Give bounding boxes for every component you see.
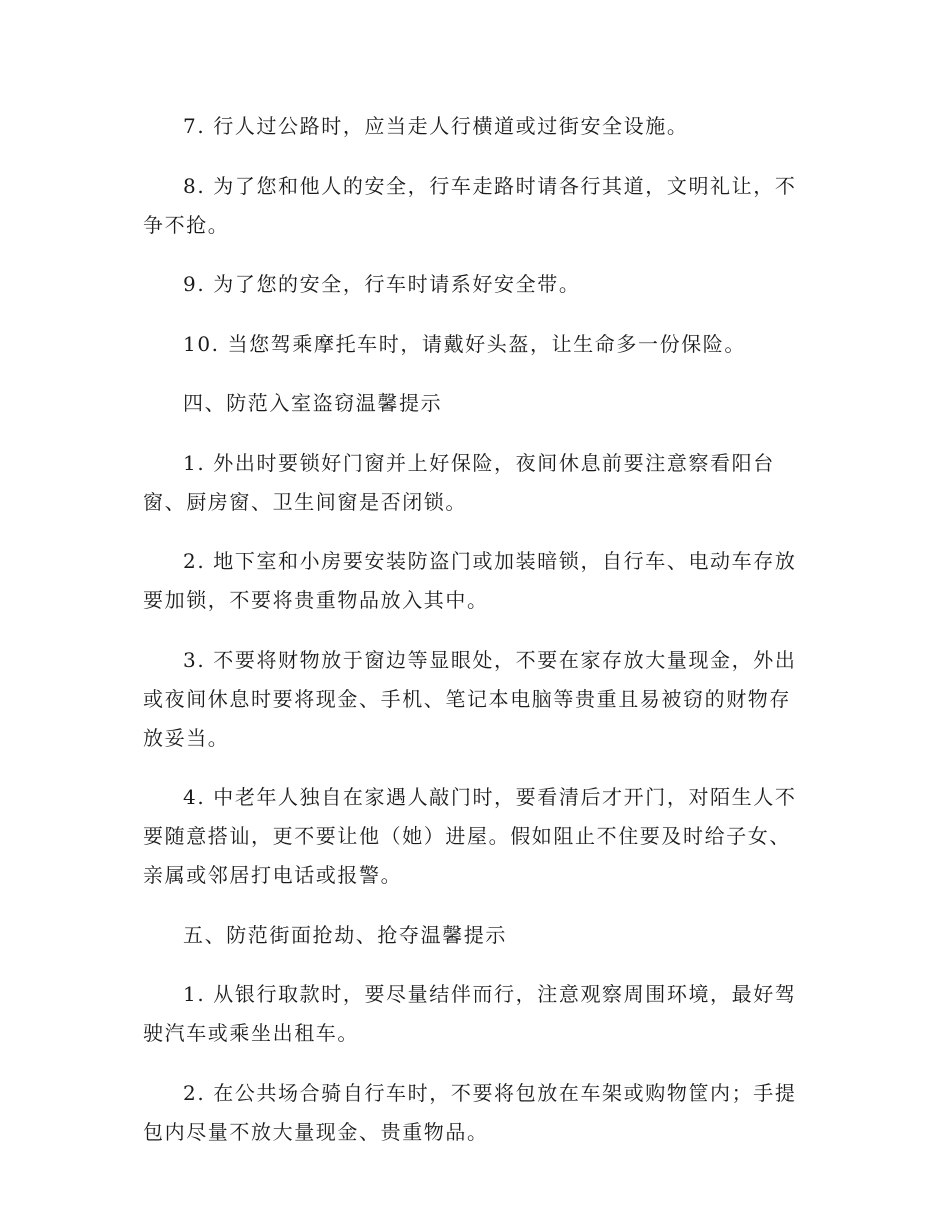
burglary-tip-3: 3. 不要将财物放于窗边等显眼处，不要在家存放大量现金，外出或夜间休息时要将现金、手机、笔记本电脑等贵重且易被窃的财物存放妥当。 bbox=[143, 647, 797, 750]
paragraph-item-7: 7. 行人过公路时，应当走人行横道或过街安全设施。 bbox=[183, 114, 689, 138]
robbery-tip-1: 1. 从银行取款时，要尽量结伴而行，注意观察周围环境，最好驾驶汽车或乘坐出租车。 bbox=[143, 982, 797, 1045]
paragraph-item-10: 10. 当您驾乘摩托车时，请戴好头盔，让生命多一份保险。 bbox=[183, 331, 746, 356]
section-heading-robbery: 五、防范街面抢劫、抢夺温馨提示 bbox=[183, 922, 507, 947]
burglary-tip-2: 2. 地下室和小房要安装防盗门或加装暗锁，自行车、电动车存放要加锁，不要将贵重物品放入其中。 bbox=[143, 549, 797, 612]
paragraph-item-9: 9. 为了您的安全，行车时请系好安全带。 bbox=[183, 272, 581, 296]
burglary-tip-1: 1. 外出时要锁好门窗并上好保险，夜间休息前要注意察看阳台窗、厨房窗、卫生间窗是否闭锁。 bbox=[143, 450, 775, 514]
document-page bbox=[143, 107, 808, 1172]
robbery-tip-2: 2. 在公共场合骑自行车时，不要将包放在车架或购物筐内；手提包内尽量不放大量现金、贵重物品。 bbox=[143, 1080, 797, 1144]
section-heading-burglary: 四、防范入室盗窃温馨提示 bbox=[183, 391, 443, 415]
paragraph-item-8: 8. 为了您和他人的安全，行车走路时请各行其道，文明礼让，不争不抢。 bbox=[143, 173, 797, 237]
burglary-tip-4: 4. 中老年人独自在家遇人敲门时，要看清后才开门，对陌生人不要随意搭讪，更不要让他（她）进屋。假如阻止不住要及时给子女、亲属或邻居打电话或报警。 bbox=[143, 785, 797, 887]
